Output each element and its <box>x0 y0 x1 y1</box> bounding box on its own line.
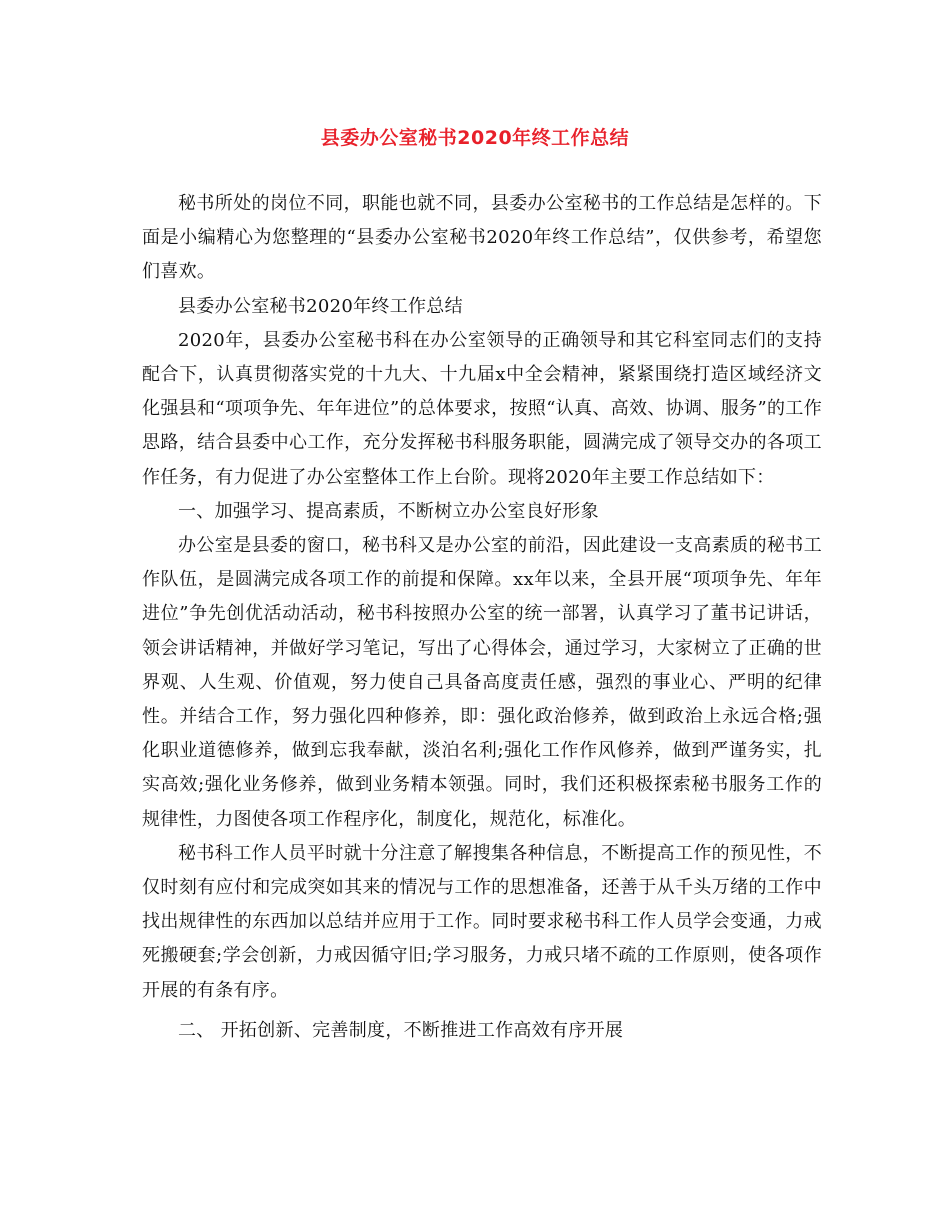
document-title: 县委办公室秘书2020年终工作总结 <box>320 127 630 149</box>
intro-paragraph: 秘书所处的岗位不同，职能也就不同，县委办公室秘书的工作总结是怎样的。下面是小编精心为您整理的“县委办公室秘书2020年终工作总结”，仅供参考，希望您们喜欢。 <box>142 193 822 283</box>
section-1-paragraph-1: 办公室是县委的窗口，秘书科又是办公室的前沿，因此建设一支高素质的秘书工作队伍，是圆满完成各项工作的前提和保障。xx年以来，全县开展“项项争先、年年进位”争先创优活动活动，秘书科按照办公室的统一部署，认真学习了董书记讲话，领会讲话精神，并做好学习笔记，写出了心得体会，通过学习，大家树立了正确的世界观、人生观、价值观，努力使自己具备高度责任感，强烈的事业心、严明的纪律性。并结合工作，努力强化四种修养，即：强化政治修养，做到政治上永远合格;强化职业道德修养，做到忘我奉献，淡泊名利;强化工作作风修养，做到严谨务实，扎实高效;强化业务修养，做到业务精本领强。同时，我们还积极探索秘书服务工作的规律性，力图使各项工作程序化，制度化，规范化，标准化。 <box>142 535 822 830</box>
section-heading-2: 二、 开拓创新、完善制度，不断推进工作高效有序开展 <box>178 1019 624 1041</box>
section-1-paragraph-2: 秘书科工作人员平时就十分注意了解搜集各种信息，不断提高工作的预见性，不仅时刻有应付和完成突如其来的情况与工作的思想准备，还善于从千头万绪的工作中找出规律性的东西加以总结并应用于工作。同时要求秘书科工作人员学会变通，力戒死搬硬套;学会创新，力戒因循守旧;学习服务，力戒只堵不疏的工作原则，使各项作开展的有条有序。 <box>142 842 822 1001</box>
section-heading-1: 一、加强学习、提高素质，不断树立办公室良好形象 <box>178 500 599 522</box>
overview-paragraph: 2020年，县委办公室秘书科在办公室领导的正确领导和其它科室同志们的支持配合下，认真贯彻落实党的十九大、十九届x中全会精神，紧紧围绕打造区域经济文化强县和“项项争先、年年进位”的总体要求，按照“认真、高效、协调、服务”的工作思路，结合县委中心工作，充分发挥秘书科服务职能，圆满完成了领导交办的各项工作任务，有力促进了办公室整体工作上台阶。现将2020年主要工作总结如下： <box>142 329 822 488</box>
document-body <box>142 187 822 1048</box>
summary-heading: 县委办公室秘书2020年终工作总结 <box>178 295 463 317</box>
